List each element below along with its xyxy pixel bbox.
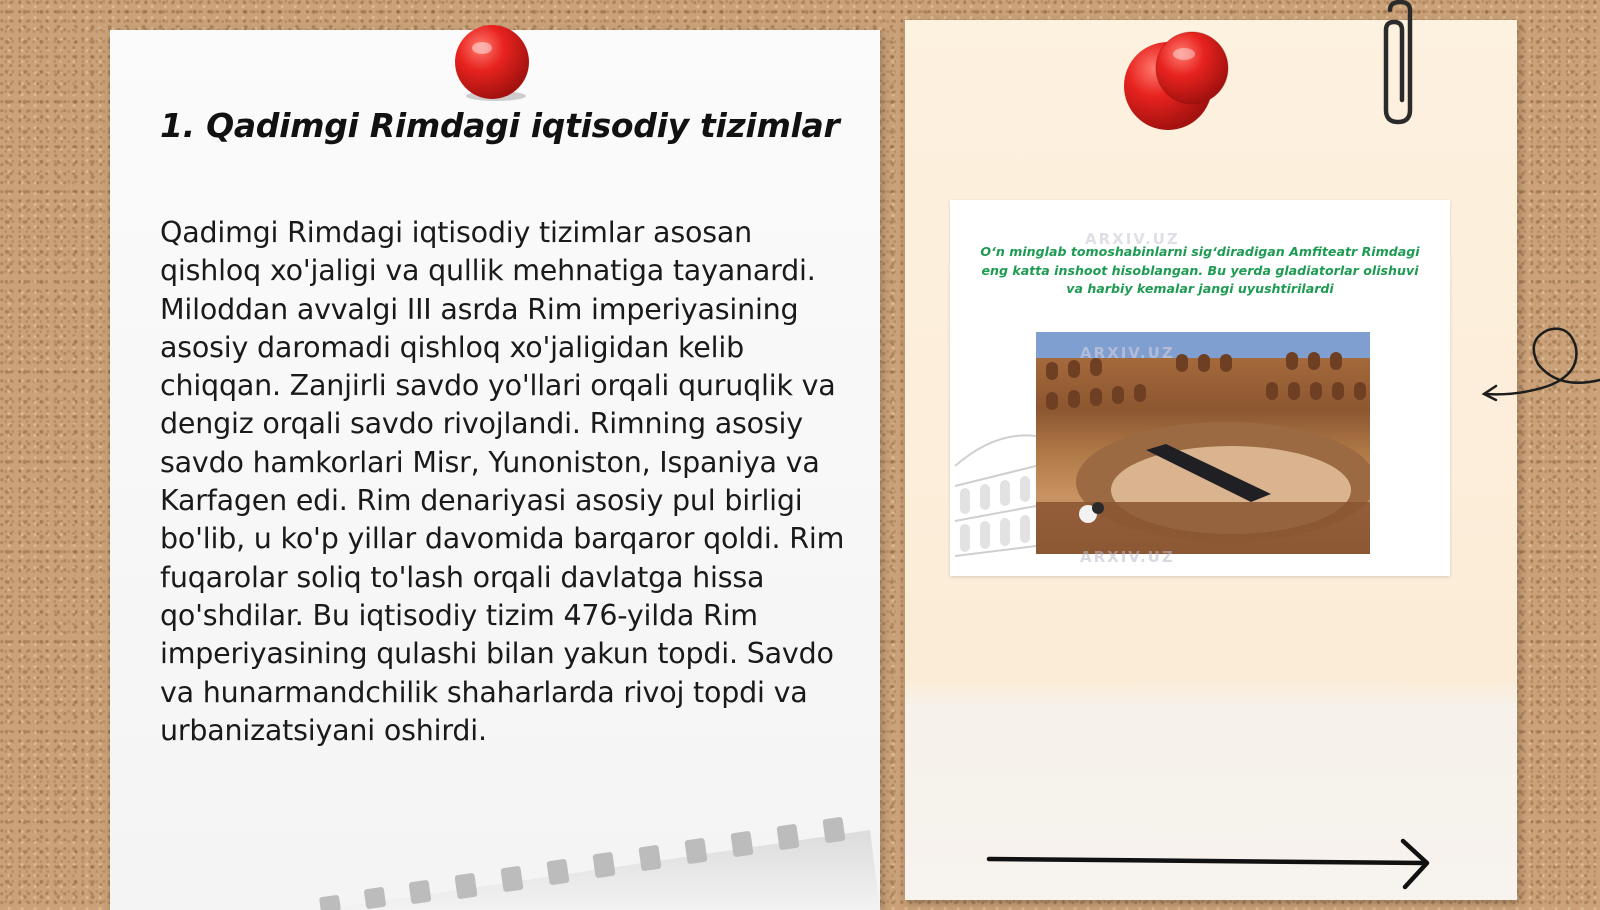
arrow-right-icon bbox=[985, 835, 1447, 895]
watermark-photo: ARXIV.UZ bbox=[1080, 344, 1175, 362]
colosseum-sketch-icon bbox=[950, 426, 1036, 566]
photo-caption: O‘n minglab tomoshabinlarni sig‘diradigan Amfiteatr Rimdagi eng katta inshoot hisoblangan. Bu yerda gladiatorlar olishuvi va harbiy kemalar jangi uyushtirilardi bbox=[980, 244, 1420, 296]
slide-title: 1. Qadimgi Rimdagi iqtisodiy tizimlar bbox=[160, 106, 840, 145]
watermark-top: ARXIV.UZ bbox=[1085, 230, 1180, 248]
photo-card bbox=[950, 200, 1450, 576]
red-pushpin-icon bbox=[452, 22, 536, 106]
amphitheatre-photo bbox=[1036, 332, 1370, 554]
paperclip-icon bbox=[1376, 0, 1422, 126]
left-note-paper bbox=[110, 30, 880, 910]
amphitheatre-illustration-icon bbox=[1036, 332, 1370, 554]
curl-arrow-icon bbox=[1478, 312, 1600, 408]
watermark-bottom: ARXIV.UZ bbox=[1080, 548, 1175, 566]
red-pushpin-icon bbox=[1122, 30, 1238, 136]
body-paragraph: Qadimgi Rimdagi iqtisodiy tizimlar asosan qishloq xo'jaligi va qullik mehnatiga tayanardi. Miloddan avvalgi III asrda Rim imperiyasining asosiy daromadi qishloq xo'jaligidan kelib chiqqan. Zanjirli savdo yo'llari orqali quruqlik va dengiz orqali savdo rivojlandi. Rimning asosiy savdo hamkorlari Misr, Yunoniston, Ispaniya va Karfagen edi. Rim denariyasi asosiy pul birligi bo'lib, u ko'p yillar davomida barqaror qoldi. Rim fuqarolar soliq to'lash orqali davlatga hissa qo'shdilar. Bu iqtisodiy tizim 476-yilda Rim imperiyasining qulashi bilan yakun topdi. Savdo va hunarmandchilik shaharlarda rivoj topdi va urbanizatsiyani oshirdi. bbox=[160, 216, 845, 747]
